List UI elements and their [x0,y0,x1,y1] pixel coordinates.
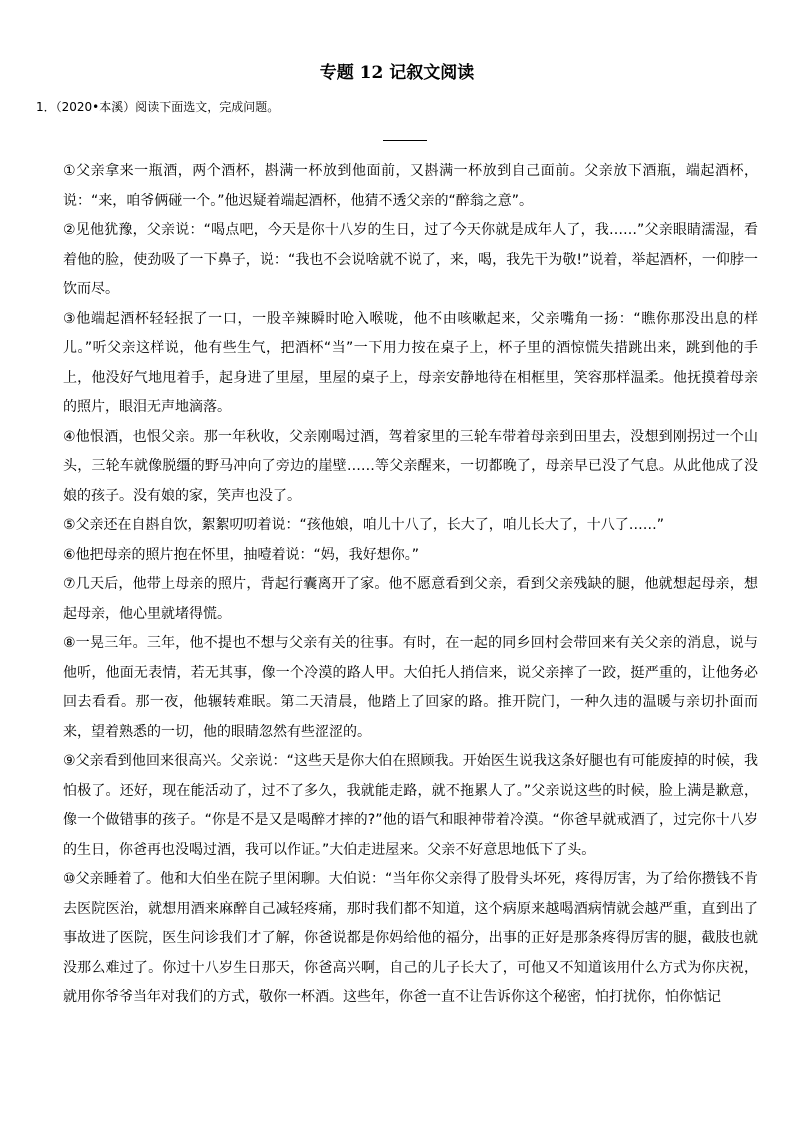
paragraph-3: ③他端起酒杯轻轻抿了一口，一股辛辣瞬时呛入喉咙，他不由咳嗽起来，父亲嘴角一扬：“瞧你那没出息的样儿。”听父亲这样说，他有些生气，把酒杯“当”一下用力按在桌子上，杯子里的酒惊慌失措跳出来，跳到他的手上，他没好气地甩着手，起身进了里屋，里屋的桌子上，母亲安静地待在相框里，笑容那样温柔。他抚摸着母亲的照片，眼泪无声地滴落。 [63,310,758,415]
paragraph-10: ⑩父亲睡着了。他和大伯坐在院子里闲聊。大伯说：“当年你父亲得了股骨头坏死，疼得厉害，为了给你攒钱不肯去医院医治，就想用酒来麻醉自己减轻疼痛，那时我们都不知道，这个病原来越喝酒病情就会越严重，直到出了事故进了医院，医生问诊我们才了解，你爸说都是你妈给他的福分，出事的正好是那条疼得厉害的腿，截肢也就没那么难过了。你过十八岁生日那天，你爸高兴啊，自己的儿子长大了，可他又不知道该用什么方式为你庆祝，就用你爷爷当年对我们的方式，敬你一杯酒。这些年，你爸一直不让告诉你这个秘密，怕打扰你，怕你惦记 [63,871,758,1005]
paragraph-8: ⑧一晃三年。三年，他不提也不想与父亲有关的往事。有时，在一起的同乡回村会带回来有关父亲的消息，说与他听，他面无表情，若无其事，像一个冷漠的路人甲。大伯托人捎信来，说父亲摔了一跤，挺严重的，让他务必回去看看。那一夜，他辗转难眠。第二天清晨，他踏上了回家的路。推开院门，一种久违的温暖与亲切扑面而来，望着熟悉的一切，他的眼睛忽然有些涩涩的。 [63,635,758,740]
paragraph-4: ④他恨酒，也恨父亲。那一年秋收，父亲刚喝过酒，驾着家里的三轮车带着母亲到田里去，没想到刚拐过一个山头，三轮车就像脱缰的野马冲向了旁边的崖壁……等父亲醒来，一切都晚了，母亲早已没了气息。从此他成了没娘的孩子。没有娘的家，笑声也没了。 [63,428,758,504]
paragraph-2: ②见他犹豫，父亲说：“喝点吧，今天是你十八岁的生日，过了今天你就是成年人了，我……”父亲眼睛濡湿，看着他的脸，使劲吸了一下鼻子，说：“我也不会说啥就不说了，来，喝，我先干为敬!”说着，举起酒杯，一仰脖一饮而尽。 [63,222,758,297]
paragraph-5: ⑤父亲还在自斟自饮，絮絮叨叨着说：“孩他娘，咱儿十八了，长大了，咱儿长大了，十八了……” [63,517,665,533]
paragraph-7: ⑦几天后，他带上母亲的照片，背起行囊离开了家。他不愿意看到父亲，看到父亲残缺的腿，他就想起母亲，想起母亲，他心里就堵得慌。 [63,576,758,622]
paragraph-9: ⑨父亲看到他回来很高兴。父亲说：“这些天是你大伯在照顾我。开始医生说我这条好腿也有可能废掉的时候，我怕极了。还好，现在能活动了，过不了多久，我就能走路，就不拖累人了。”父亲说这些的时候，脸上满是歉意，像一个做错事的孩子。“你是不是又是喝醉才摔的?”他的语气和眼神带着冷漠。“你爸早就戒酒了，过完你十八岁的生日，你爸再也没喝过酒，我可以作证。”大伯走进屋来。父亲不好意思地低下了头。 [63,753,758,858]
page-title: 专题 12 记叙文阅读 [319,63,475,83]
paragraph-6: ⑥他把母亲的照片抱在怀里，抽噎着说：“妈，我好想你。” [63,546,420,563]
question-prompt: 1．（2020•本溪）阅读下面选文，完成问题。 [36,100,280,114]
paragraph-1: ①父亲拿来一瓶酒，两个酒杯，斟满一杯放到他面前，又斟满一杯放到自己面前。父亲放下酒瓶，端起酒杯，说：“来，咱爷俩碰一个。”他迟疑着端起酒杯，他猜不透父亲的“醉翁之意”。 [63,163,758,209]
reading-passage [63,157,758,1013]
title-divider [383,140,427,141]
